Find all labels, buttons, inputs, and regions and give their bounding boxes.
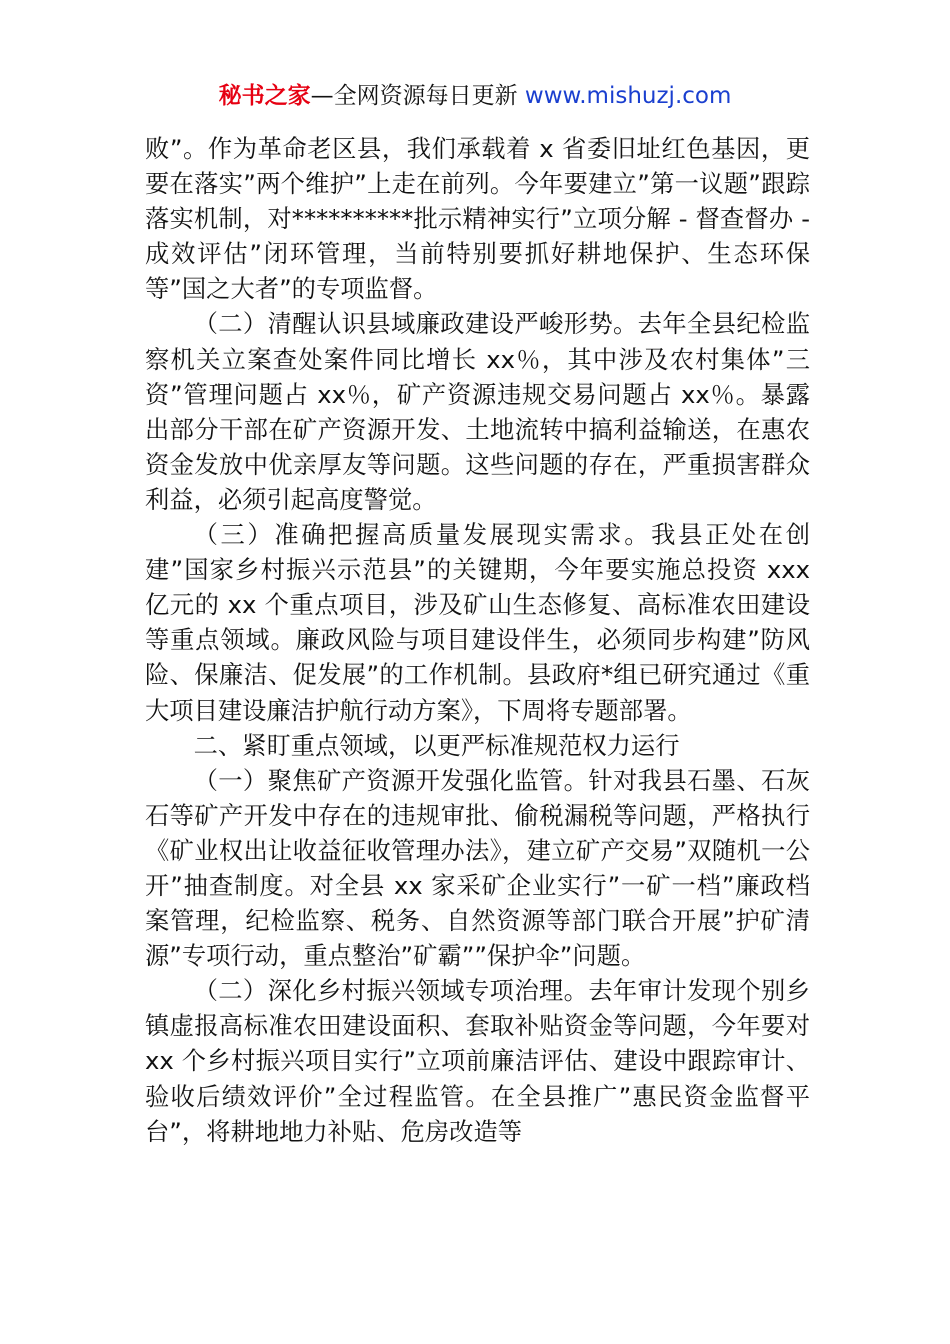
section-heading: 二、紧盯重点领域，以更严标准规范权力运行 bbox=[193, 730, 680, 760]
site-header bbox=[0, 80, 950, 112]
paragraph: （一）聚焦矿产资源开发强化监管。针对我县石墨、石灰石等矿产开发中存在的违规审批、偷税漏税等问题，严格执行《矿业权出让收益征收管理办法》，建立矿产交易”双随机一公开”抽查制度。对全县 xx 家采矿企业实行”一矿一档”廉政档案管理，纪检监察、税务、自然资源等部门联合开展”护矿清源”专项行动，重点整治”矿霸””保护伞”问题。 bbox=[145, 765, 810, 971]
paragraph: 败”。作为革命老区县，我们承载着 x 省委旧址红色基因，更要在落实”两个维护”上走在前列。今年要建立”第一议题”跟踪落实机制，对**********批示精神实行”立项分解 - 督查督办 - 成效评估”闭环管理，当前特别要抓好耕地保护、生态环保等”国之大者”的专项监督。 bbox=[145, 134, 810, 304]
header-slogan: —全网资源每日更新 bbox=[310, 83, 525, 109]
paragraph: （二）清醒认识县域廉政建设严峻形势。去年全县纪检监察机关立案查处案件同比增长 xx％，其中涉及农村集体”三资”管理问题占 xx％，矿产资源违规交易问题占 xx％。暴露出部分干部在矿产资源开发、土地流转中搞利益输送，在惠农资金发放中优亲厚友等问题。这些问题的存在，严重损害群众利益，必须引起高度警觉。 bbox=[145, 309, 810, 514]
site-url[interactable]: www.mishuzj.com bbox=[524, 83, 732, 109]
paragraph: （二）深化乡村振兴领域专项治理。去年审计发现个别乡镇虚报高标准农田建设面积、套取补贴资金等问题，今年要对 xx 个乡村振兴项目实行”立项前廉洁评估、建设中跟踪审计、验收后绩效评价”全过程监管。在全县推广”惠民资金监督平台”，将耕地地力补贴、危房改造等 bbox=[145, 976, 810, 1146]
paragraph: （三）准确把握高质量发展现实需求。我县正处在创建”国家乡村振兴示范县”的关键期，今年要实施总投资 xxx 亿元的 xx 个重点项目，涉及矿山生态修复、高标准农田建设等重点领域。廉政风险与项目建设伴生，必须同步构建”防风险、保廉洁、促发展”的工作机制。县政府*组已研究通过《重大项目建设廉洁护航行动方案》，下周将专题部署。 bbox=[145, 520, 810, 725]
document-body bbox=[145, 131, 810, 1149]
brand-name: 秘书之家 bbox=[218, 83, 311, 109]
